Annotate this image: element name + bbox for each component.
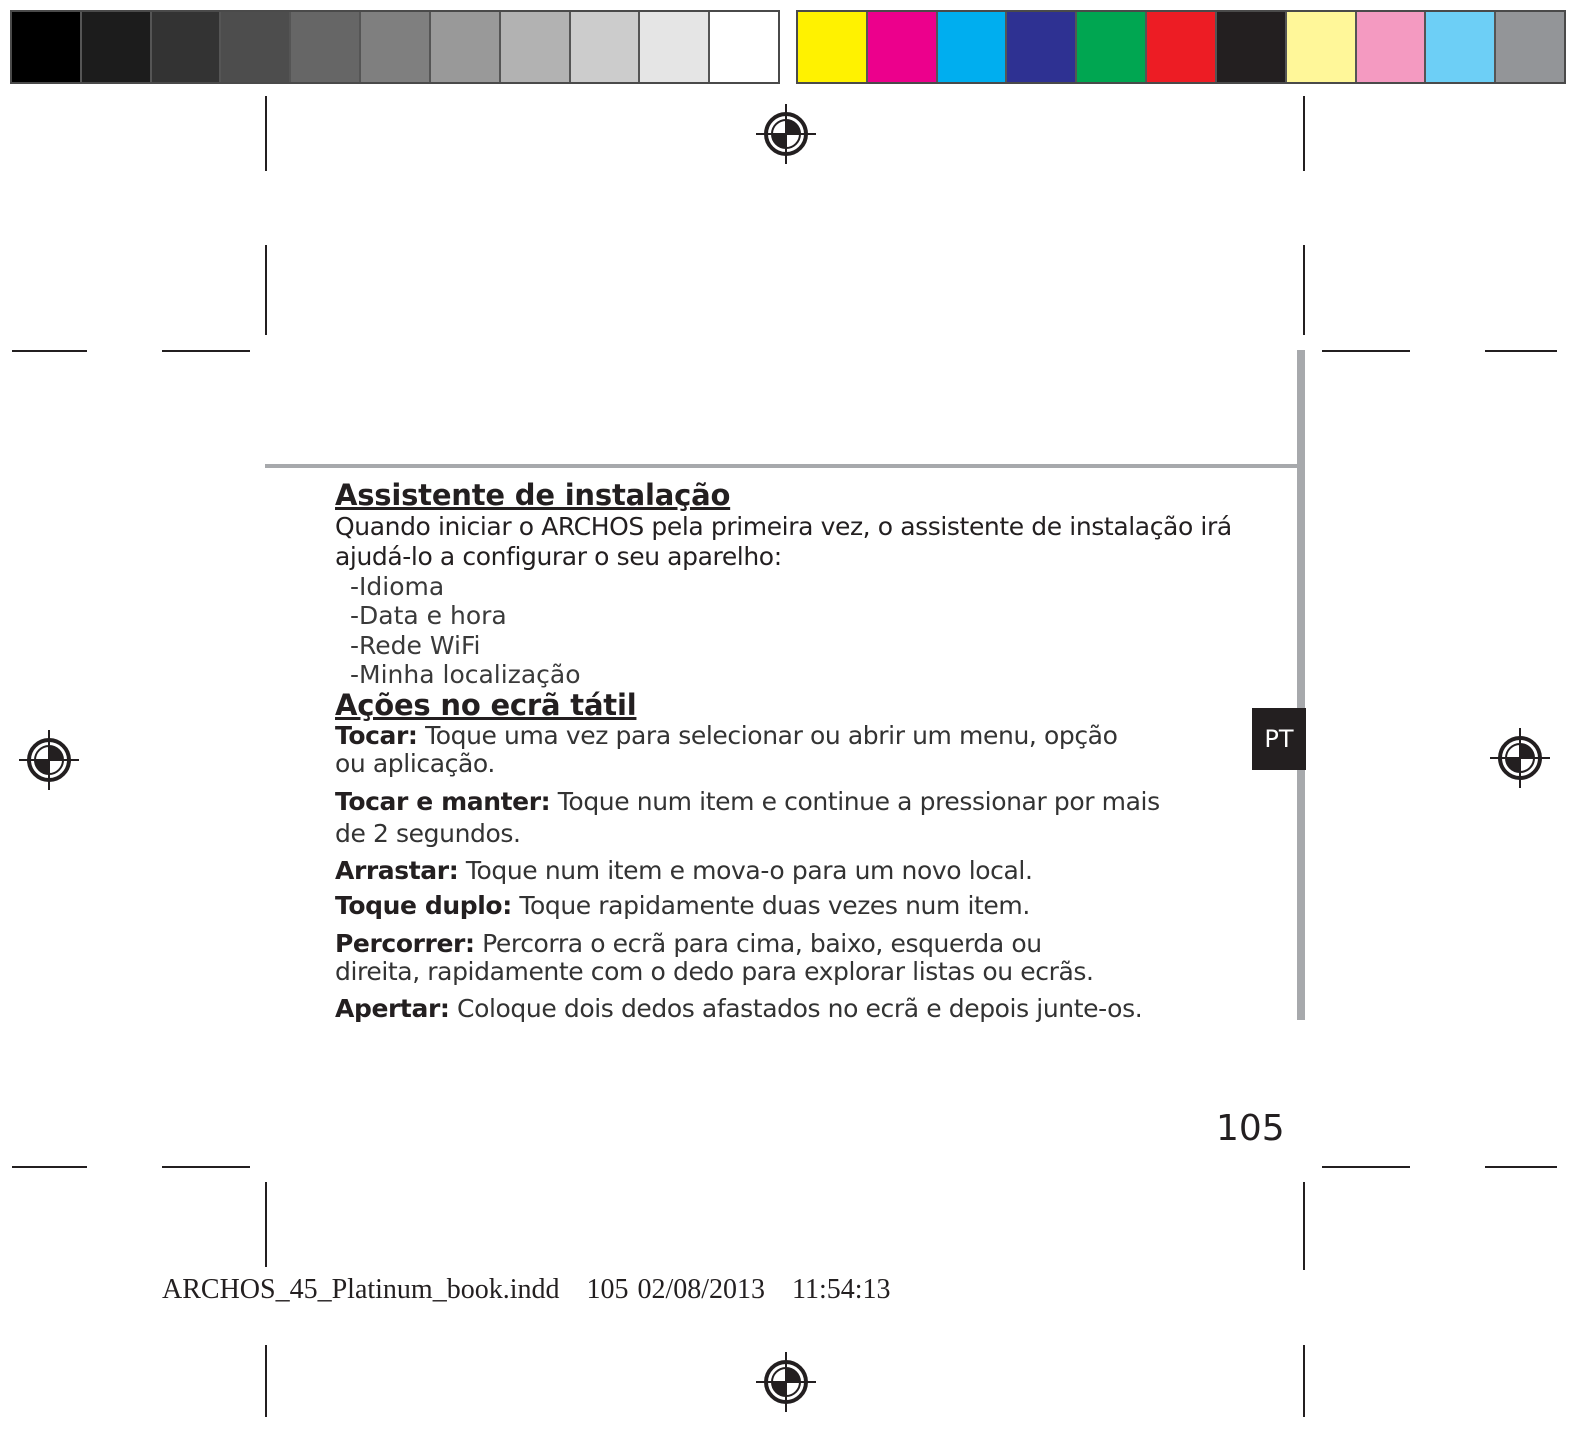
crop-mark xyxy=(265,96,267,171)
color-swatch xyxy=(1217,12,1287,82)
setup-list-item: -Rede WiFi xyxy=(350,631,481,660)
color-swatch xyxy=(12,12,82,82)
page-number: 105 xyxy=(1216,1108,1285,1149)
crop-mark xyxy=(1322,1166,1410,1168)
touch-action-description: Toque num item e mova-o para um novo local. xyxy=(458,856,1033,885)
color-swatch xyxy=(1077,12,1147,82)
crop-mark xyxy=(12,350,87,352)
color-swatch xyxy=(1007,12,1077,82)
color-calibration-bar xyxy=(796,10,1566,84)
touch-action-term: Tocar e manter: xyxy=(335,787,551,816)
touch-action-term: Arrastar: xyxy=(335,856,459,885)
color-swatch xyxy=(1496,12,1564,82)
print-slug: ARCHOS_45_Platinum_book.indd 105 02/08/2013 11:54:13 xyxy=(162,1274,891,1305)
touch-action-item xyxy=(335,994,1255,1024)
color-swatch xyxy=(798,12,868,82)
crop-mark xyxy=(265,1345,267,1417)
touch-action-item xyxy=(335,930,1105,986)
crop-mark xyxy=(1485,350,1557,352)
grayscale-calibration-bar xyxy=(10,10,780,84)
header-rule xyxy=(265,464,1305,468)
setup-list-item: -Minha localização xyxy=(350,660,581,689)
color-swatch xyxy=(938,12,1008,82)
crop-mark xyxy=(162,350,250,352)
section-title-setup: Assistente de instalação xyxy=(335,478,731,512)
touch-action-item xyxy=(335,891,1255,921)
color-swatch xyxy=(1287,12,1357,82)
crop-mark xyxy=(162,1166,250,1168)
color-swatch xyxy=(868,12,938,82)
color-swatch xyxy=(361,12,431,82)
section-title-touch: Ações no ecrã tátil xyxy=(335,688,637,722)
crop-mark xyxy=(1303,96,1305,171)
touch-action-description: Toque uma vez para selecionar ou abrir um menu, opção ou aplicação. xyxy=(335,721,1118,778)
touch-action-description: Toque rapidamente duas vezes num item. xyxy=(511,891,1030,920)
crop-mark xyxy=(1322,350,1410,352)
color-swatch xyxy=(1426,12,1496,82)
registration-target-icon xyxy=(756,1352,816,1412)
crop-mark xyxy=(1303,1345,1305,1417)
registration-target-icon xyxy=(1490,728,1550,788)
side-rule xyxy=(1297,350,1305,1020)
crop-mark xyxy=(1303,245,1305,335)
crop-mark xyxy=(265,245,267,335)
touch-action-term: Toque duplo: xyxy=(335,891,512,920)
touch-action-term: Tocar: xyxy=(335,721,418,750)
color-swatch xyxy=(710,12,778,82)
crop-mark xyxy=(1485,1166,1557,1168)
touch-action-description: Toque num item e continue a pressionar por mais de 2 segundos. xyxy=(335,787,1160,848)
crop-mark xyxy=(12,1166,87,1168)
setup-list-item: -Idioma xyxy=(350,572,445,601)
registration-target-icon xyxy=(19,730,79,790)
touch-action-description: Percorra o ecrã para cima, baixo, esquerda ou direita, rapidamente com o dedo para explorar listas ou ecrãs. xyxy=(335,929,1094,986)
registration-target-icon xyxy=(756,104,816,164)
color-swatch xyxy=(571,12,641,82)
crop-mark xyxy=(265,1182,267,1267)
setup-list-item: -Data e hora xyxy=(350,601,507,630)
touch-action-item xyxy=(335,786,1195,850)
color-swatch xyxy=(291,12,361,82)
color-swatch xyxy=(1357,12,1427,82)
touch-action-term: Apertar: xyxy=(335,994,450,1023)
crop-mark xyxy=(1303,1182,1305,1270)
color-swatch xyxy=(152,12,222,82)
touch-action-item xyxy=(335,856,1255,886)
color-swatch xyxy=(431,12,501,82)
setup-intro: Quando iniciar o ARCHOS pela primeira vez, o assistente de instalação irá ajudá-lo a configurar o seu aparelho: xyxy=(335,512,1232,571)
touch-action-description: Coloque dois dedos afastados no ecrã e depois junte-os. xyxy=(449,994,1143,1023)
color-swatch xyxy=(1147,12,1217,82)
touch-action-term: Percorrer: xyxy=(335,929,475,958)
color-swatch xyxy=(640,12,710,82)
color-swatch xyxy=(221,12,291,82)
touch-action-item xyxy=(335,722,1135,778)
language-tab: PT xyxy=(1252,708,1306,770)
color-swatch xyxy=(501,12,571,82)
color-swatch xyxy=(82,12,152,82)
